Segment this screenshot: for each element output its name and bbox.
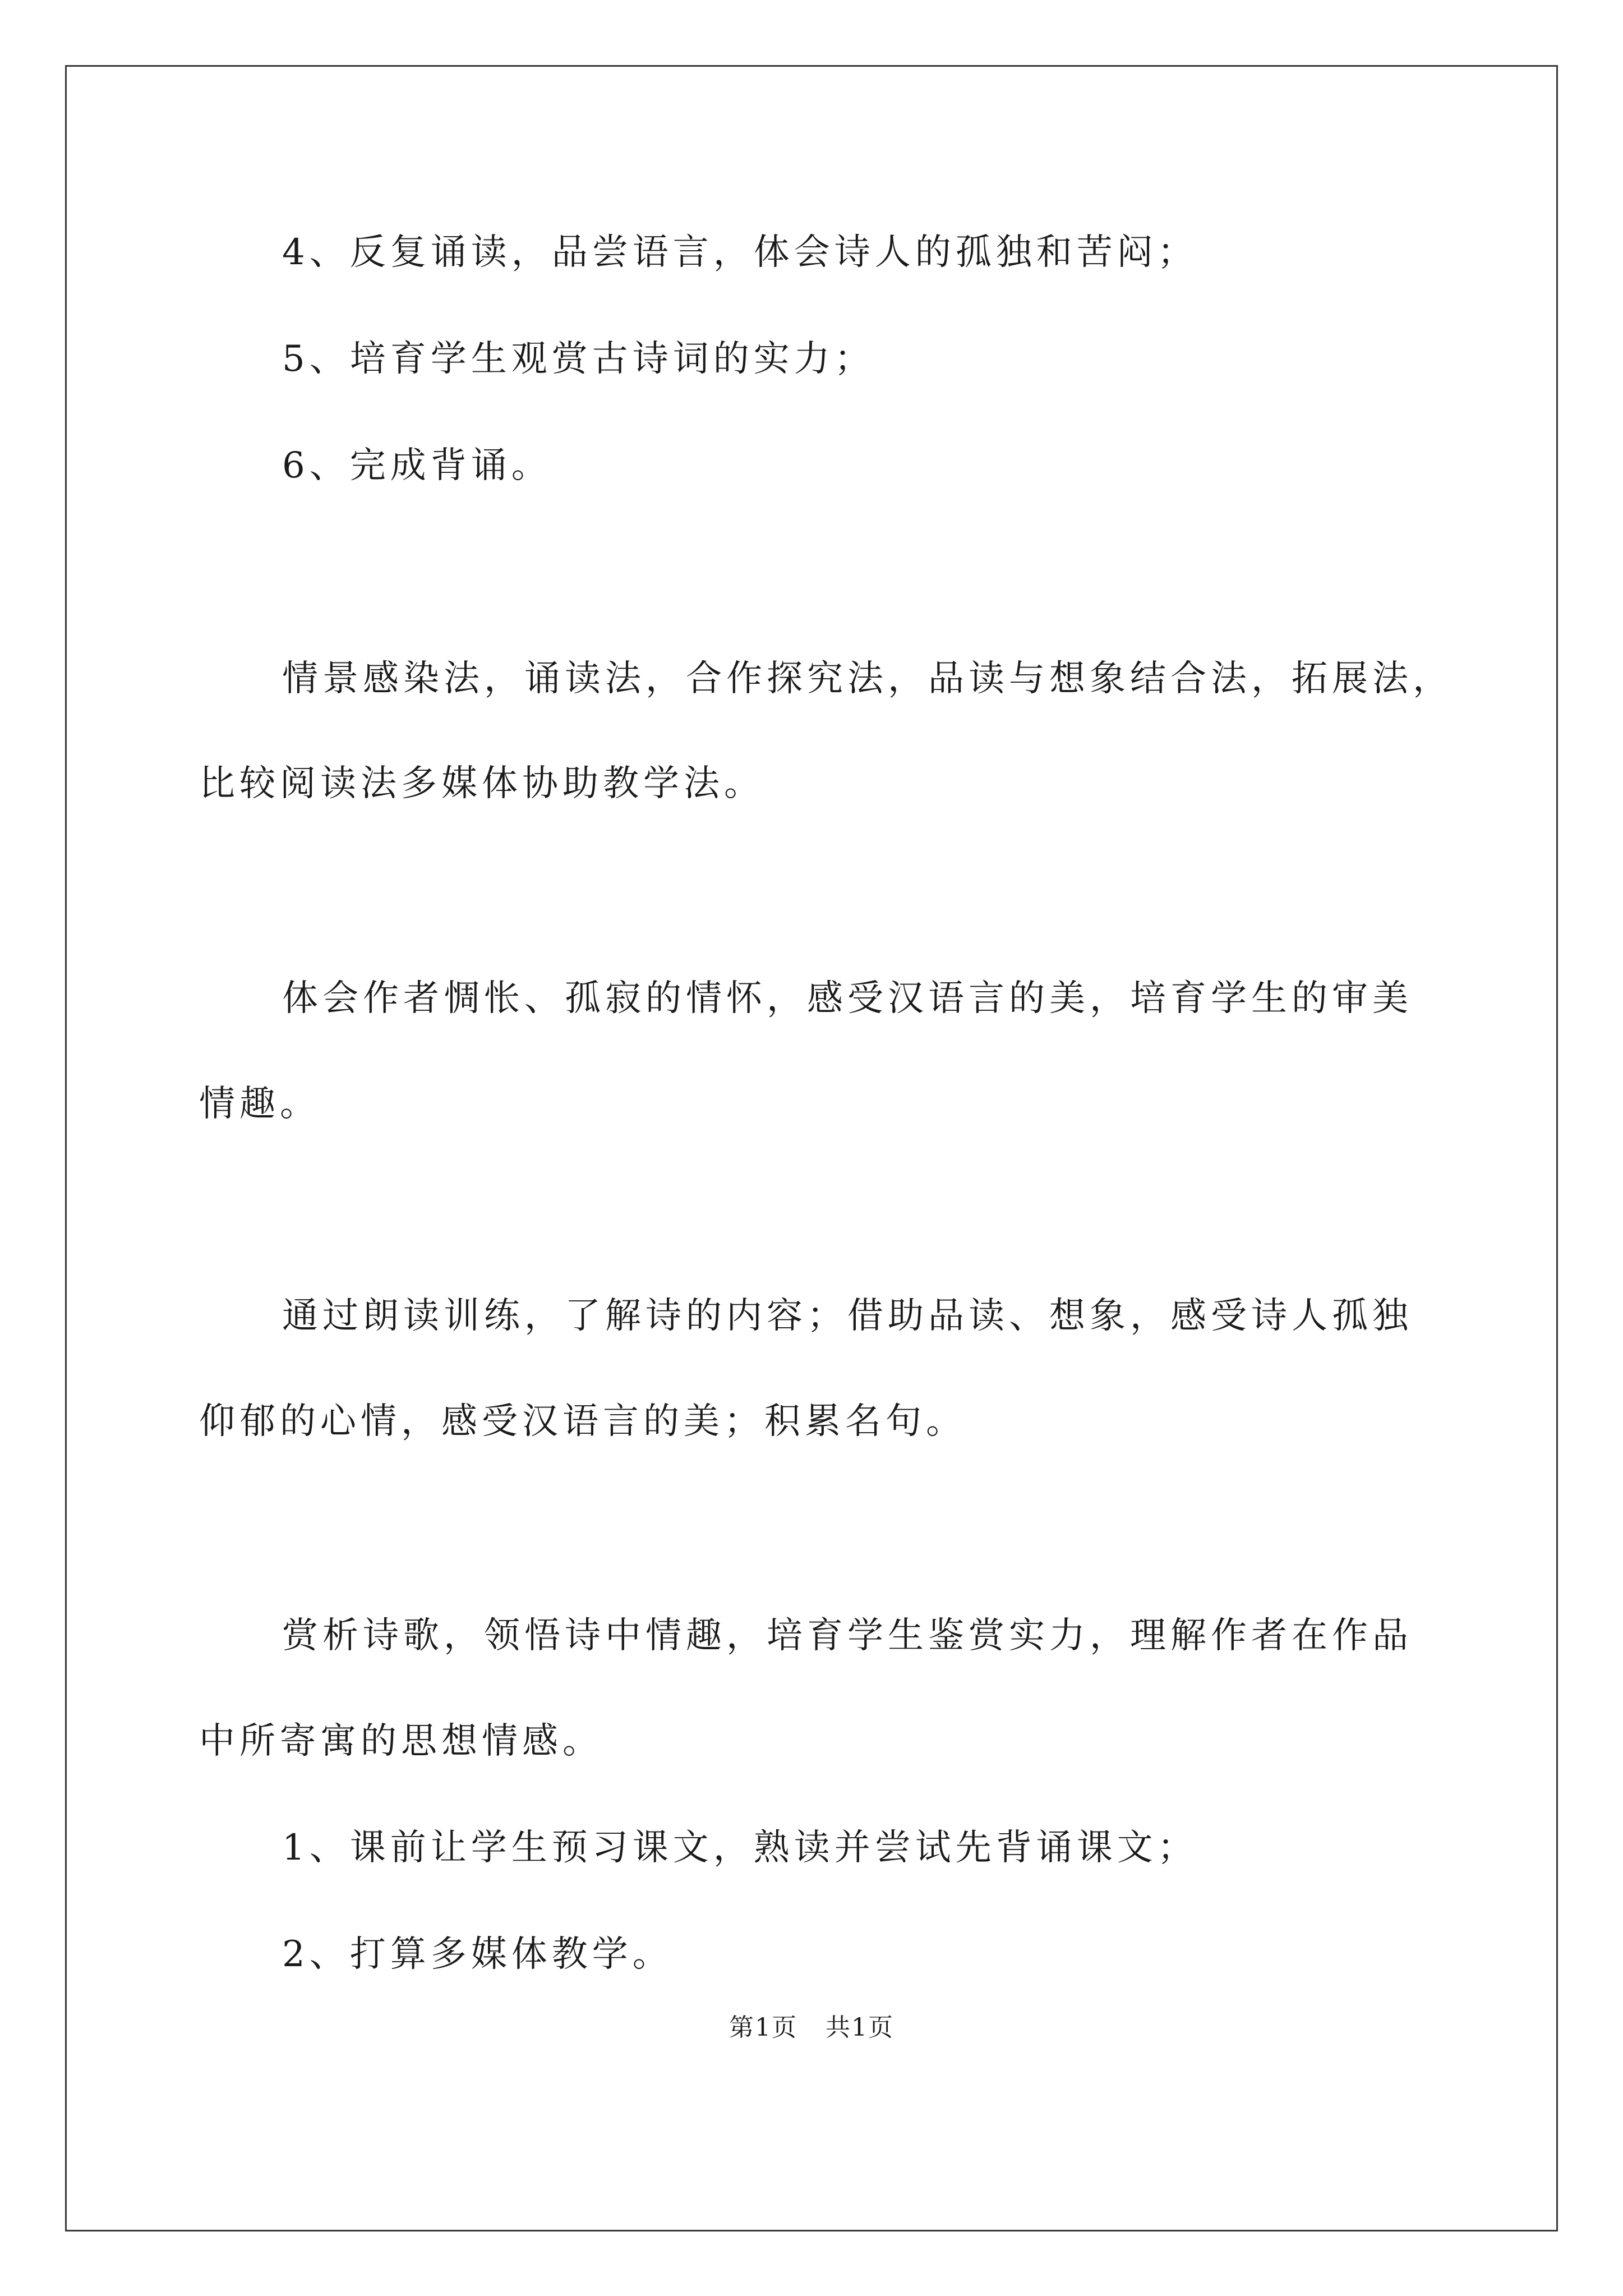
key-points-line-2: 仰郁的心情，感受汉语言的美；积累名句。 (199, 1401, 966, 1442)
emotion-goal-line-1: 体会作者惆怅、孤寂的情怀，感受汉语言的美，培育学生的审美 (282, 978, 1413, 1019)
key-points-line-1: 通过朗读训练，了解诗的内容；借助品读、想象，感受诗人孤独 (282, 1295, 1413, 1337)
emotion-goal-line-2: 情趣。 (199, 1083, 320, 1125)
methods-paragraph-line-1: 情景感染法，诵读法，合作探究法，品读与想象结合法，拓展法， (282, 658, 1453, 700)
difficulty-line-1: 赏析诗歌，领悟诗中情趣，培育学生鉴赏实力，理解作者在作品 (282, 1615, 1413, 1657)
objective-item-6: 6、完成背诵。 (282, 445, 552, 486)
page-footer (0, 2007, 1623, 2043)
preparation-item-1: 1、课前让学生预习课文，熟读并尝试先背诵课文； (282, 1827, 1198, 1869)
objective-item-5: 5、培育学生观赏古诗词的实力； (282, 338, 875, 380)
page-frame (65, 65, 1558, 2231)
methods-paragraph-line-2: 比较阅读法多媒体协助教学法。 (199, 763, 764, 804)
difficulty-line-2: 中所寄寓的思想情感。 (199, 1720, 603, 1762)
page-number: 第1页 (729, 2013, 797, 2042)
page-total: 共1页 (826, 2013, 894, 2042)
objective-item-4: 4、反复诵读，品尝语言，体会诗人的孤独和苦闷； (282, 232, 1198, 273)
preparation-item-2: 2、打算多媒体教学。 (282, 1934, 673, 1975)
